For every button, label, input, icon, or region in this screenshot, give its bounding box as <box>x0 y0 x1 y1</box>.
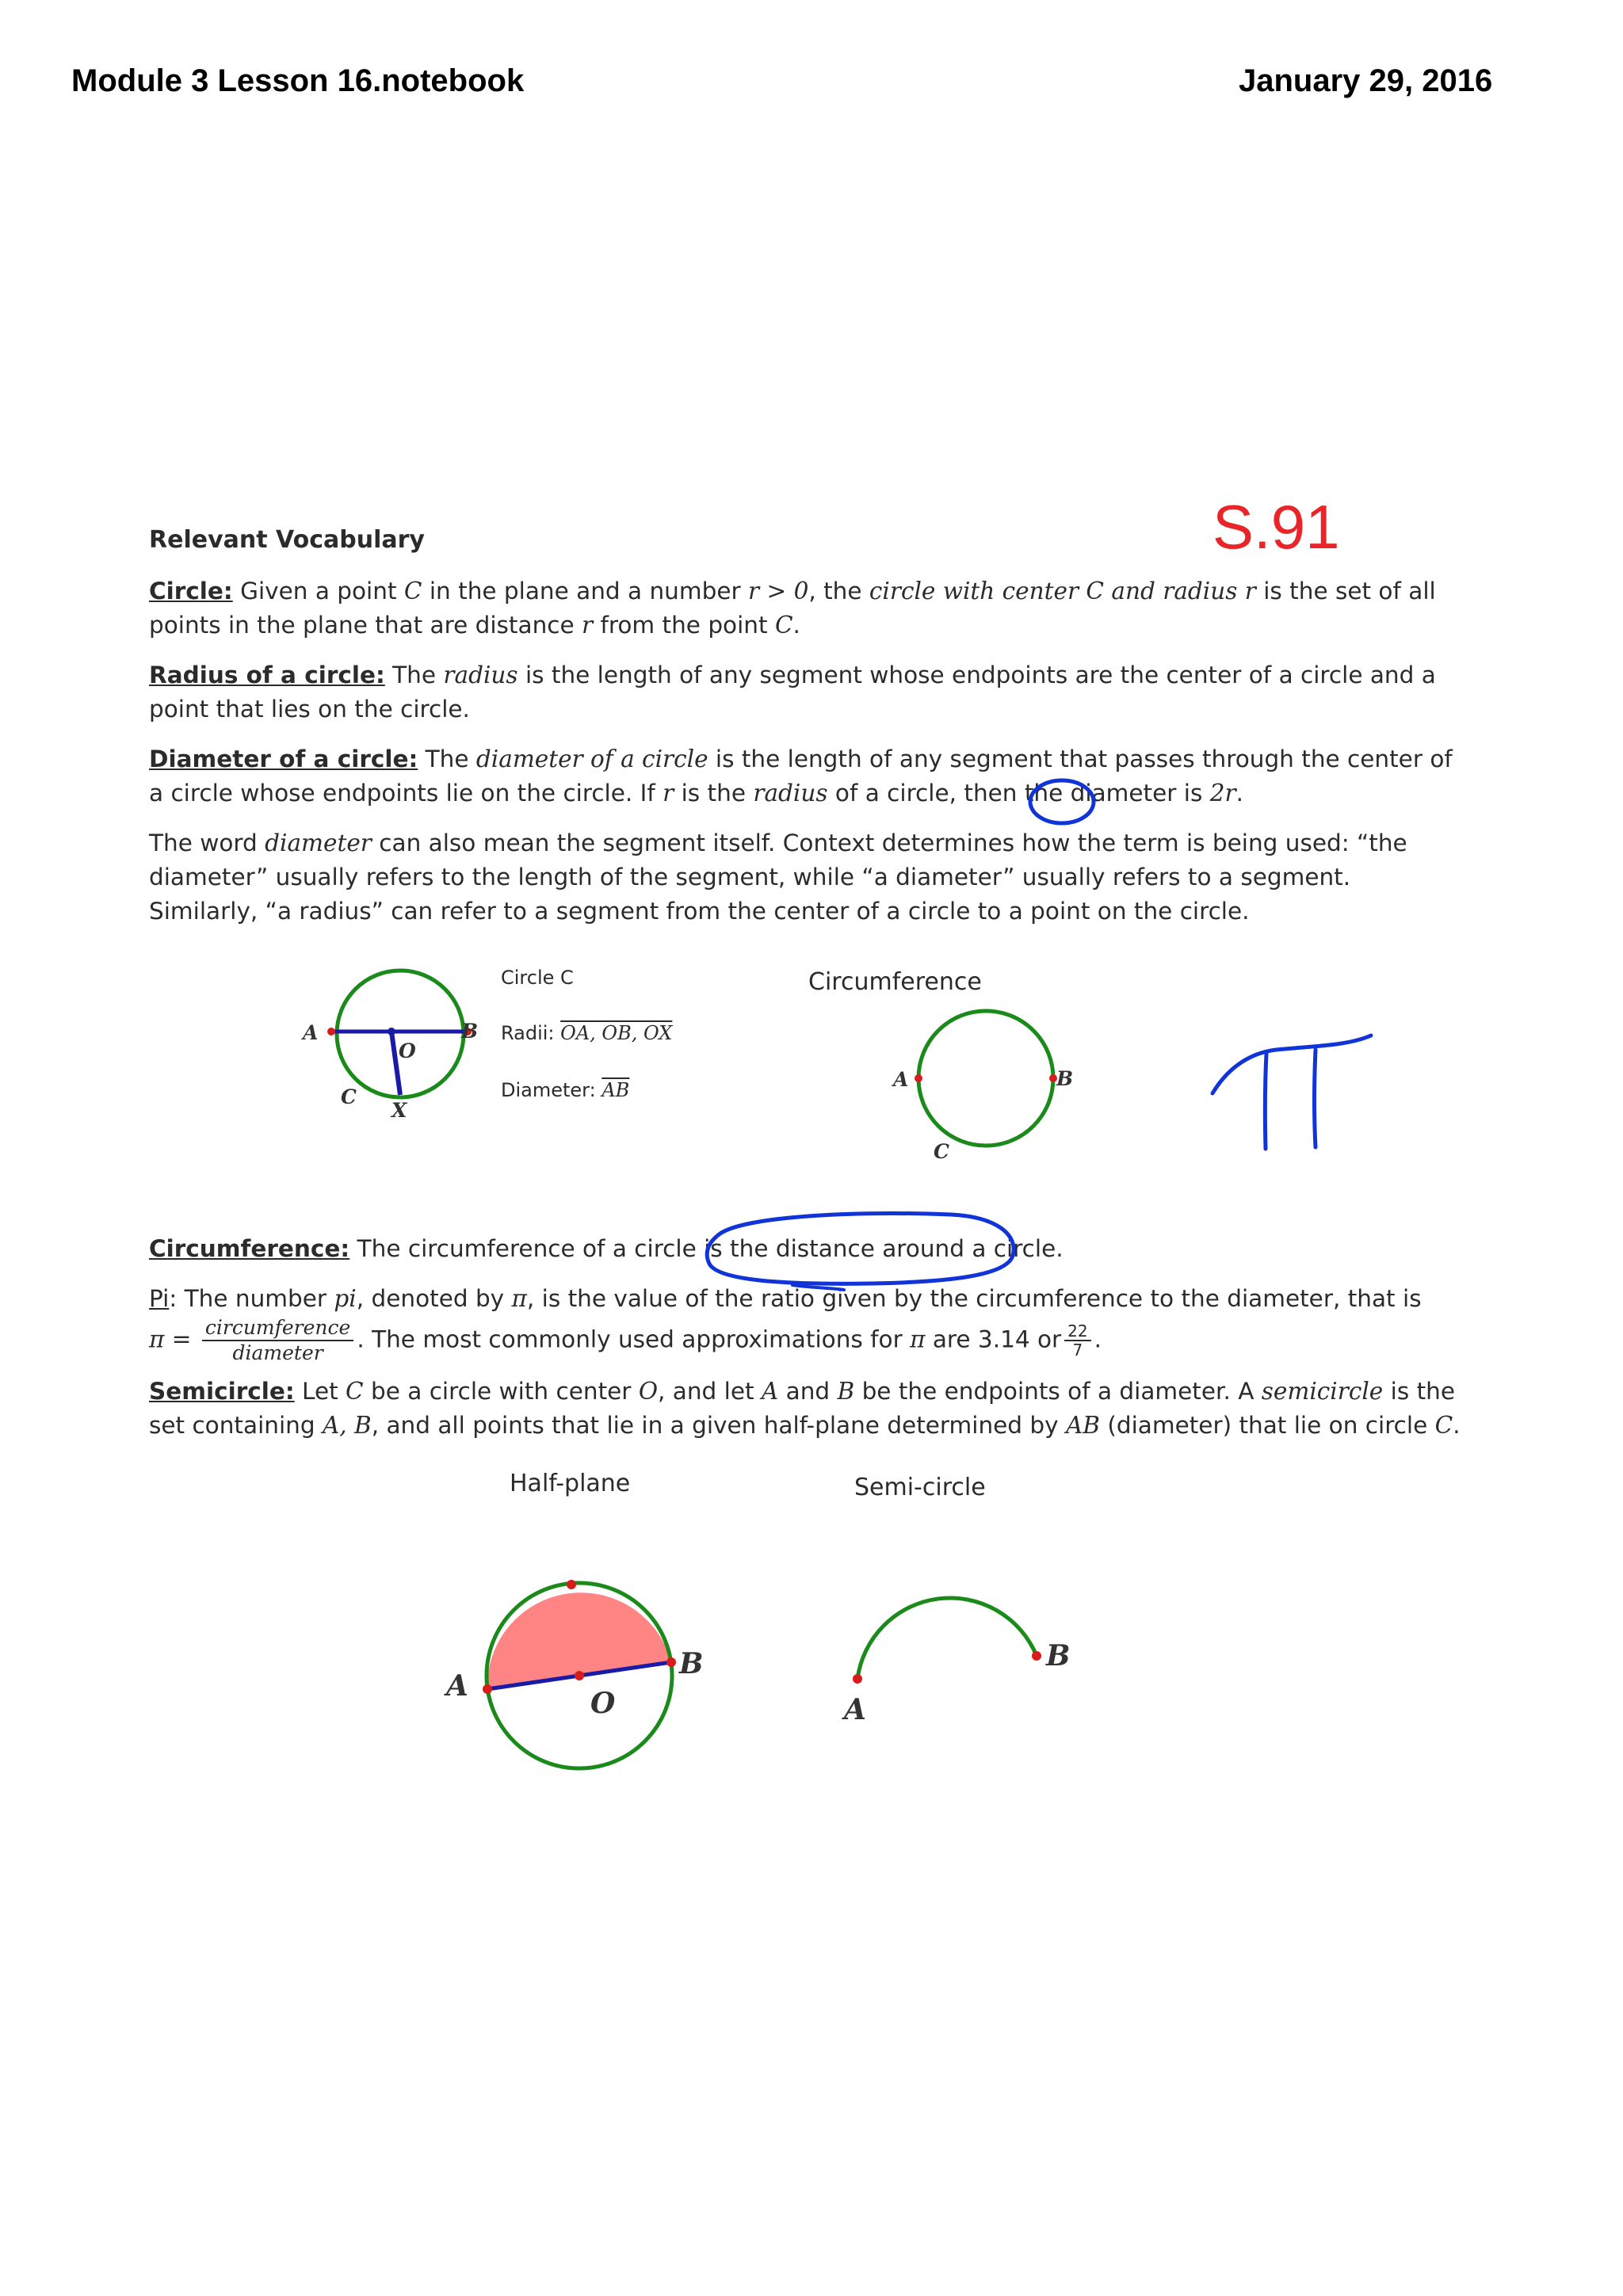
pi-bar <box>1212 1035 1371 1093</box>
point-b <box>1032 1651 1041 1661</box>
circumference-caption: Circumference <box>808 968 982 996</box>
notebook-title: Module 3 Lesson 16.notebook <box>71 63 525 98</box>
text: in the plane and a number <box>422 578 748 605</box>
math: r <box>663 780 674 807</box>
pi-equation: π = <box>149 1325 192 1353</box>
fraction-numerator: circumference <box>202 1316 353 1341</box>
text: , is the value of the ratio given by the circumference to the diameter, that is <box>526 1285 1422 1312</box>
circumference-figure <box>892 1011 1073 1163</box>
text: , and let <box>658 1378 762 1405</box>
fraction-denominator: diameter <box>232 1341 323 1364</box>
label-b: B <box>1046 1639 1071 1672</box>
page-number: S.91 <box>1212 492 1340 562</box>
math: B <box>837 1378 855 1405</box>
italic-text: radius <box>753 780 828 807</box>
text: . <box>792 612 800 639</box>
diameter-label: Diameter: <box>501 1079 602 1101</box>
radii-label: Radii: <box>501 1022 561 1044</box>
halfplane-figure <box>444 1580 703 1768</box>
text: The word <box>149 830 265 856</box>
point-a <box>853 1674 862 1684</box>
math: π <box>910 1325 926 1353</box>
pi-left-leg <box>1265 1054 1266 1149</box>
label-c: C <box>341 1085 357 1108</box>
halfplane-caption: Half-plane <box>510 1470 631 1497</box>
math: C <box>346 1378 364 1405</box>
handwritten-pi-icon <box>1212 1035 1371 1149</box>
fraction-denominator: 7 <box>1072 1341 1083 1360</box>
text: . <box>1453 1412 1461 1439</box>
point-top <box>567 1580 576 1589</box>
term-diameter: Diameter of a circle: <box>149 746 418 772</box>
text: from the point <box>593 612 775 639</box>
circle-c-figure <box>301 971 478 1122</box>
term-pi: Pi <box>149 1285 170 1312</box>
math: r > 0 <box>748 578 809 605</box>
label-b: B <box>679 1647 704 1680</box>
label-c: C <box>934 1140 949 1163</box>
section-heading: Relevant Vocabulary <box>149 526 425 554</box>
italic-text: semicircle <box>1261 1378 1384 1405</box>
text: The circumference of a circle is the distance around a circle. <box>349 1235 1064 1262</box>
text: Let <box>294 1378 346 1405</box>
italic-text: radius <box>443 662 518 688</box>
term-radius: Radius of a circle: <box>149 662 385 688</box>
text: . The most commonly used approximations for <box>357 1325 911 1353</box>
label-o: O <box>590 1687 616 1720</box>
circumference-outline <box>918 1011 1053 1146</box>
annotation-ellipse-distance <box>707 1213 1014 1283</box>
italic-text: pi <box>334 1285 357 1312</box>
math: C <box>1434 1412 1453 1439</box>
pi-right-leg <box>1315 1050 1316 1147</box>
point-b <box>666 1657 676 1667</box>
text: and <box>778 1378 838 1405</box>
text: is the length of any segment whose endpoints are the center of a circle and a point that lies on the circle. <box>149 662 1436 723</box>
term-semicircle: Semicircle: <box>149 1378 295 1405</box>
point-o <box>575 1671 584 1680</box>
math: C <box>403 578 422 605</box>
point-o <box>388 1028 395 1035</box>
label-x: X <box>391 1099 407 1122</box>
annotation-ellipse-2r <box>1030 780 1094 823</box>
text: is the <box>674 780 754 807</box>
label-a: A <box>844 1693 866 1726</box>
notebook-date: January 29, 2016 <box>1239 63 1493 98</box>
label-b: B <box>1056 1067 1074 1090</box>
text: be a circle with center <box>363 1378 639 1405</box>
label-a: A <box>446 1669 468 1703</box>
point-a <box>483 1684 492 1694</box>
semicircle-figure <box>842 1598 1070 1726</box>
radii-value: OA, OB, OX <box>560 1022 673 1044</box>
label-b: B <box>461 1020 479 1043</box>
math: C <box>774 612 793 639</box>
text: are 3.14 or <box>925 1325 1062 1353</box>
text: The <box>418 746 476 772</box>
math: A, B <box>322 1412 372 1439</box>
label-a: A <box>893 1068 909 1091</box>
text: . <box>1235 780 1243 807</box>
text: , and all points that lie in a given half-plane determined by <box>371 1412 1066 1439</box>
text: : The number <box>169 1285 334 1312</box>
term-circle: Circle: <box>149 578 233 605</box>
semicircle-caption: Semi-circle <box>854 1474 986 1501</box>
text: The <box>384 662 444 688</box>
text: , the <box>808 578 869 605</box>
text: (diameter) that lie on circle <box>1099 1412 1435 1439</box>
math: A <box>761 1378 779 1405</box>
semicircle-arc <box>857 1598 1037 1679</box>
point-a <box>915 1074 922 1082</box>
term-circumference: Circumference: <box>149 1235 350 1262</box>
text: Given a point <box>232 578 404 605</box>
text: can also mean the segment itself. Context determines how the term is being used: “the diameter” usually refers to the length of the segment, while “a diameter” usually refers to a segment. Similarly, “a radius” can refer to a segment from the center of a circle to a point on the circle. <box>149 830 1407 925</box>
circle-c-caption: Circle C <box>501 967 574 989</box>
math: O <box>638 1378 658 1405</box>
math: 2r <box>1209 780 1236 807</box>
fraction-numerator: 22 <box>1064 1322 1090 1341</box>
italic-text: diameter of a circle <box>475 746 708 772</box>
text: is the set containing <box>149 1378 1455 1439</box>
label-o: O <box>399 1039 416 1062</box>
math: AB <box>1065 1412 1100 1439</box>
diameter-value: $\overline{AB}$ <box>601 1079 630 1101</box>
text: is the set of all points in the plane that are distance <box>149 578 1436 639</box>
math: r <box>582 612 594 639</box>
label-a: A <box>303 1021 319 1044</box>
point-a <box>327 1028 335 1035</box>
italic-text: diameter <box>265 830 372 856</box>
text: of a circle, then the diameter is <box>827 780 1210 807</box>
text: . <box>1094 1325 1102 1353</box>
text: be the endpoints of a diameter. A <box>854 1378 1262 1405</box>
math: π <box>511 1285 527 1312</box>
annotation-tail <box>792 1285 844 1290</box>
text: is the length of any segment that passes through the center of a circle whose endpoints lie on the circle. If <box>149 746 1453 807</box>
italic-text: circle with center C and radius r <box>869 578 1256 605</box>
text: , denoted by <box>356 1285 512 1312</box>
